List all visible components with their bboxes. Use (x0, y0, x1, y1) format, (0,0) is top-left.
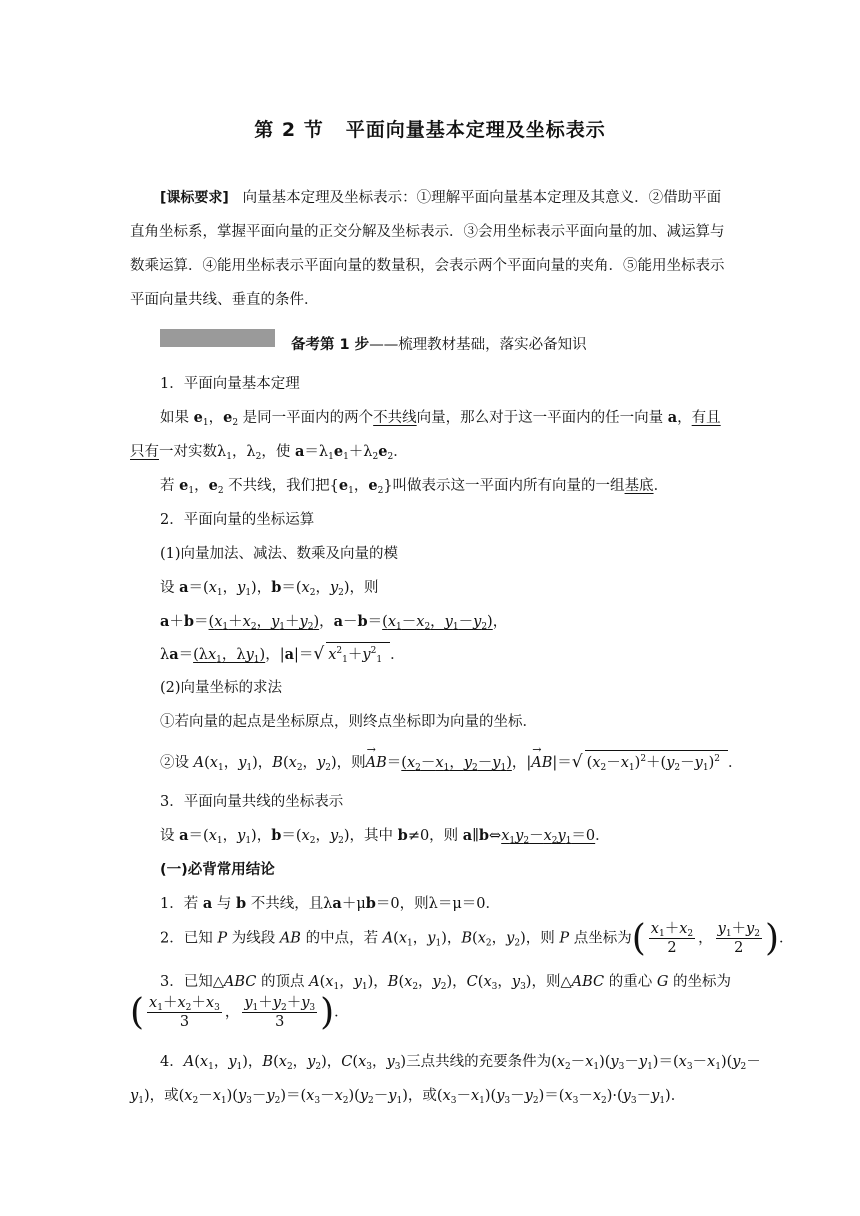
conclusion-2: 2．已知 P 为线段 AB 的中点，若 $A(x_1$，$y_1$)，$B(x_2$，$y_2$)，则 P 点坐标为( $\frac{x_1+x_2}{2}$ ， $\frac{y_1+y_2}{2}$ )． (160, 917, 794, 959)
banner-bar (160, 329, 275, 347)
set-vectors: 设 $a=(x_1$，$y_1$)，$b=(x_2$，$y_2$)，则 (160, 579, 379, 598)
subheading-ops: (1)向量加法、减法、数乘及向量的模 (160, 546, 399, 562)
collinear-condition: 设 $a=(x_1$，$y_1$)，$b=(x_2$，$y_2$)，其中 b≠0，则 $a\parallel b\Leftrightarrow x_1y_2-x_2y_1=0$． (160, 827, 610, 846)
section-name: 平面向量基本定理及坐标表示 (345, 119, 606, 141)
banner-text: ——梳理教材基础，落实必备知识 (369, 337, 587, 353)
conclusion-3a: 3．已知△ABC 的顶点 $A(x_1$，$y_1$)，$B(x_2$，$y_2$)，$C(x_3$，$y_3$)，则△ABC 的重心 G 的坐标为 (160, 974, 732, 992)
section-title (0, 115, 860, 142)
conclusion-1: 1．若 a 与 b 不共线，且λa＋μb＝0，则λ＝μ＝0． (160, 895, 500, 912)
conclusion-4a: 4．$A(x_1$，$y_1$)，$B(x_2$，$y_2$)，$C(x_3$，$y_3$)三点共线的充要条件为$(x_2-x_1)(y_3-y_1)=(x_3-x_1)(y_2-$ (160, 1054, 761, 1072)
conclusion-3b: ( $\frac{x_1+x_2+x_3}{3}$ ， $\frac{y_1+y_2+y_3}{3}$ )． (130, 991, 349, 1033)
theorem-line-2: 只有一对实数$\lambda_1$，$\lambda_2$，使 $a=\lambda_1e_1+\lambda_2e_2$． (130, 443, 408, 462)
subheading-coords: (2)向量坐标的求法 (160, 680, 283, 696)
banner-step: 备考第 1 步 (291, 337, 370, 353)
rule-two-points: ②设 $A(x_1$，$y_1$)，$B(x_2$，$y_2$)，则→ $AB=(x_2-x_1$，$y_2-y_1$)，|→ AB|＝√ $(x_2-x_1)^2+(y_2-y_1)^2$ ． (160, 750, 743, 772)
scalar-mod-formula: $\lambda a=(\lambda x_1$，$\lambda y_1$)，|a|＝√ $x^2_1+y^2_1$ ． (160, 644, 405, 665)
section-number: 第 2 节 (254, 119, 324, 141)
conclusion-4b: $y_1$)，或$(x_2-x_1)(y_3-y_2)=(x_3-x_2)(y_2-y_1)$，或$(x_3-x_1)(y_3-y_2)=(x_3-x_2)\cdot(y_3-y_1)$． (130, 1088, 686, 1106)
theorem-line-1: 如果 $e_1$，$e_2$ 是同一平面内的两个不共线向量，那么对于这一平面内的任一向量 a，有且 (160, 409, 721, 428)
heading-conclusions: (一)必背常用结论 (160, 862, 275, 878)
theorem-line-3: 若 $e_1$，$e_2$ 不共线，我们把{$e_1$，$e_2$}叫做表示这一平面内所有向量的一组基底． (160, 477, 669, 496)
add-sub-formula: $a+b=(x_1+x_2$，$y_1+y_2$)，$a-b=(x_1-x_2$，$y_1-y_2$)， (160, 613, 508, 632)
heading-collinear: 3．平面向量共线的坐标表示 (160, 794, 344, 810)
heading-coordinate-ops: 2．平面向量的坐标运算 (160, 512, 315, 528)
rule-origin: ①若向量的起点是坐标原点，则终点坐标即为向量的坐标． (160, 714, 537, 730)
requirement-text: 向量基本定理及坐标表示：①理解平面向量基本定理及其意义．②借助平面直角坐标系，掌握平面向量的正交分解及坐标表示．③会用坐标表示平面向量的加、减运算与数乘运算．④能用坐标表示平面向量的数量积，会表示两个平面向量的夹角．⑤能用坐标表示平面向量共线、垂直的条件． (130, 190, 725, 308)
curriculum-requirement (130, 181, 730, 317)
requirement-tag: [课标要求] (160, 190, 229, 206)
heading-basic-theorem: 1．平面向量基本定理 (160, 376, 300, 392)
step-banner (291, 333, 587, 354)
